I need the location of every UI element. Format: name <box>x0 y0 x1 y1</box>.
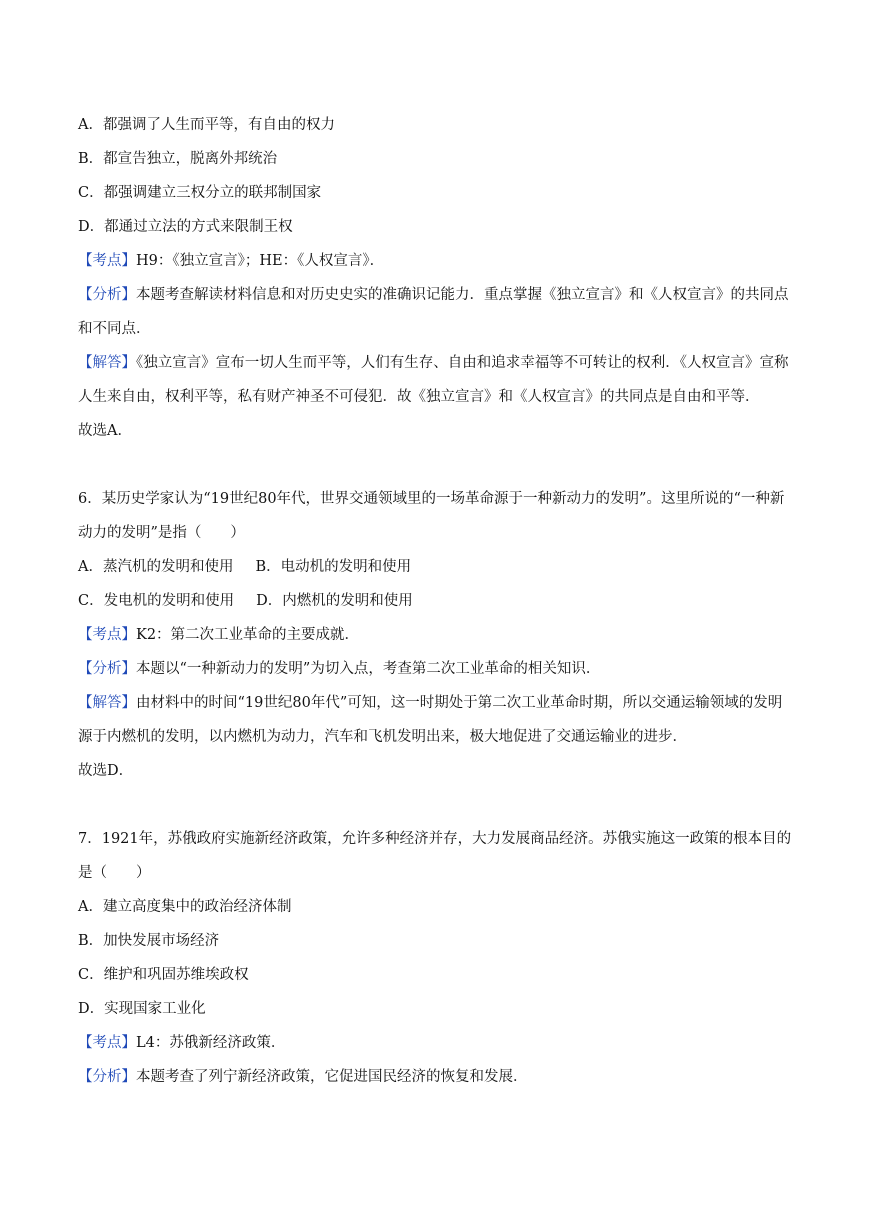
q6-options-row-2 <box>78 584 794 618</box>
q7-kaodian <box>78 1026 794 1060</box>
q5-fenxi-text: 本题考查解读材料信息和对历史史实的准确识记能力．重点掌握《独立宣言》和《人权宣言》的共同点和不同点． <box>78 287 789 337</box>
q6-jieda-text: 由材料中的时间“19世纪80年代”可知，这一时期处于第二次工业革命时期，所以交通运输领域的发明源于内燃机的发明，以内燃机为动力，汽车和飞机发明出来，极大地促进了交通运输业的进步． <box>78 695 783 745</box>
q6-answer: 故选D． <box>78 763 134 779</box>
q5-fenxi <box>78 278 794 346</box>
q5-kaodian-tag: 【考点】 <box>78 253 136 269</box>
q5-kaodian <box>78 244 794 278</box>
q6-option-d: D．内燃机的发明和使用 <box>256 593 413 609</box>
q6-kaodian <box>78 618 794 652</box>
q7-stem: 7．1921年，苏俄政府实施新经济政策，允许多种经济并存，大力发展商品经济。苏俄实施这一政策的根本目的是（ ） <box>78 831 792 881</box>
spacer <box>78 788 794 822</box>
q7-option-d: D．实现国家工业化 <box>78 1001 206 1017</box>
q5-kaodian-text: H9：《独立宣言》；HE：《人权宣言》． <box>136 253 385 269</box>
q7-option-a: A．建立高度集中的政治经济体制 <box>78 899 292 915</box>
spacer <box>78 448 794 482</box>
q6-kaodian-tag: 【考点】 <box>78 627 136 643</box>
q7-fenxi-tag: 【分析】 <box>78 1069 136 1085</box>
q6-option-a: A．蒸汽机的发明和使用 <box>78 559 234 575</box>
document-page <box>78 108 794 1094</box>
q7-kaodian-tag: 【考点】 <box>78 1035 136 1051</box>
q7-fenxi <box>78 1060 794 1094</box>
q5-jieda <box>78 346 794 414</box>
q7-kaodian-text: L4：苏俄新经济政策． <box>136 1035 286 1051</box>
q6-option-b: B．电动机的发明和使用 <box>255 559 412 575</box>
q6-stem: 6．某历史学家认为“19世纪80年代，世界交通领域里的一场革命源于一种新动力的发明”。这里所说的“一种新动力的发明”是指（ ） <box>78 491 785 541</box>
q6-option-c: C．发电机的发明和使用 <box>78 593 235 609</box>
q6-fenxi-text: 本题以“一种新动力的发明”为切入点，考查第二次工业革命的相关知识． <box>136 661 601 677</box>
q7-option-b: B．加快发展市场经济 <box>78 933 220 949</box>
q5-option-a: A．都强调了人生而平等，有自由的权力 <box>78 117 335 133</box>
q6-fenxi <box>78 652 794 686</box>
q5-jieda-tag: 【解答】 <box>78 355 136 371</box>
q6-jieda <box>78 686 794 754</box>
q7-option-c: C．维护和巩固苏维埃政权 <box>78 967 249 983</box>
q5-fenxi-tag: 【分析】 <box>78 287 136 303</box>
q6-kaodian-text: K2：第二次工业革命的主要成就． <box>136 627 360 643</box>
q5-option-d: D．都通过立法的方式来限制王权 <box>78 219 293 235</box>
q6-options-row-1 <box>78 550 794 584</box>
q6-jieda-tag: 【解答】 <box>78 695 136 711</box>
q5-option-c: C．都强调建立三权分立的联邦制国家 <box>78 185 322 201</box>
q5-answer: 故选A． <box>78 423 132 439</box>
q6-fenxi-tag: 【分析】 <box>78 661 136 677</box>
q7-fenxi-text: 本题考查了列宁新经济政策，它促进国民经济的恢复和发展． <box>136 1069 528 1085</box>
q5-option-b: B．都宣告独立，脱离外邦统治 <box>78 151 278 167</box>
q5-jieda-text: 《独立宣言》宣布一切人生而平等，人们有生存、自由和追求幸福等不可转让的权利．《人权宣言》宣称人生来自由，权利平等，私有财产神圣不可侵犯．故《独立宣言》和《人权宣言》的共同点是自由和平等． <box>78 355 789 405</box>
